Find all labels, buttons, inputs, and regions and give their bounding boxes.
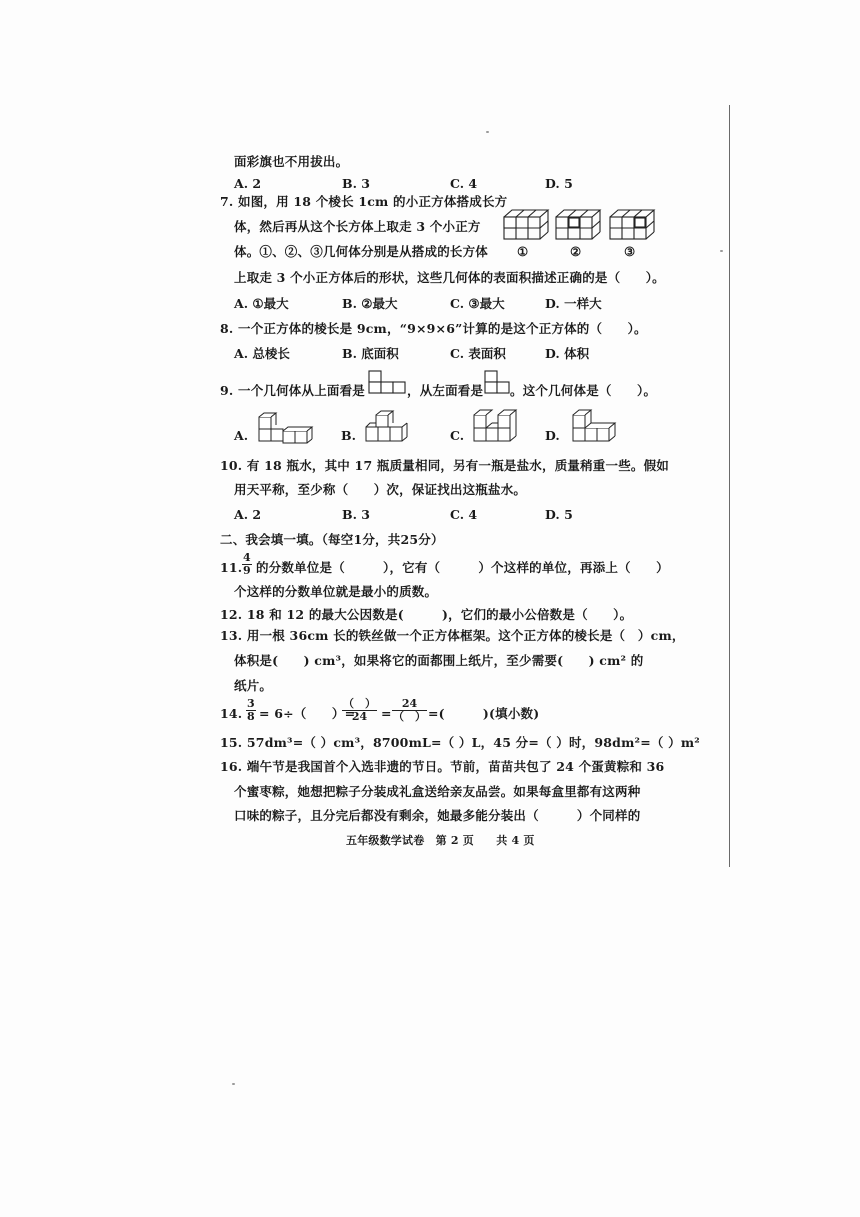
scan-edge-line [729, 105, 730, 867]
q7-option-c[interactable]: C. ③最大 [450, 296, 505, 311]
q13-line1: 13. 用一根 36cm 长的铁丝做一个正方体框架。这个正方体的棱长是（ ）cm， [220, 628, 685, 643]
q8-option-c[interactable]: C. 表面积 [450, 346, 506, 361]
q9-option-a-solid-icon[interactable] [257, 411, 315, 445]
q14-middle-1: = 6÷（ ）= [259, 706, 356, 721]
q16-line3: 口味的粽子，且分完后都没有剩余，她最多能分装出（ ）个同样的 [234, 808, 641, 823]
q7-line1: 7. 如图，用 18 个棱长 1cm 的小正方体搭成长方 [220, 194, 508, 209]
q7-figure-label-2: ② [570, 244, 582, 259]
q9-option-b-solid-icon[interactable] [364, 409, 410, 445]
q6-option-b[interactable]: B. 3 [342, 176, 370, 191]
q14-fraction-2-denominator: 24 [351, 710, 368, 723]
q11-number: 11. [220, 560, 243, 575]
q8-option-b[interactable]: B. 底面积 [342, 346, 399, 361]
scan-speck [720, 250, 723, 252]
q14-fraction-3-numerator: 24 [392, 698, 427, 711]
q8-option-a[interactable]: A. 总棱长 [234, 346, 290, 361]
q14-fraction-2 [342, 698, 377, 723]
q14-fraction-3 [392, 698, 427, 723]
q9-part2: ，从左面看是 [407, 383, 484, 398]
q14-fraction-2-numerator: （ ） [343, 697, 376, 710]
q16-line2: 个蜜枣粽，她想把粽子分装成礼盒送给亲友品尝。如果每盒里都有这两种 [234, 784, 641, 799]
q7-figure-1-cuboid [503, 207, 549, 241]
q9-option-b[interactable]: B. [341, 428, 356, 443]
q7-line2: 体，然后再从这个长方体上取走 3 个小正方 [234, 219, 481, 234]
q10-option-d[interactable]: D. 5 [545, 507, 573, 522]
q15-line: 15. 57dm³=（ ）cm³，8700mL=（ ）L，45 分=（ ）时，98dm²=（ ）m² [220, 735, 700, 750]
section-2-heading: 二、我会填一填。（每空1分，共25分） [220, 532, 444, 547]
q9-part1: 9. 一个几何体从上面看是 [220, 383, 366, 398]
q7-line4: 上取走 3 个小正方体后的形状，这些几何体的表面积描述正确的是（ ）。 [234, 270, 665, 285]
q13-line3: 纸片。 [234, 678, 273, 693]
q16-line1: 16. 端午节是我国首个入选非遗的节日。节前，苗苗共包了 24 个蛋黄粽和 36 [220, 759, 665, 774]
q7-figure-label-1: ① [517, 244, 529, 259]
q7-figure-label-3: ③ [624, 244, 636, 259]
q11-line1: 的分数单位是（ ），它有（ ）个这样的单位，再添上（ ） [256, 560, 669, 575]
q14-fraction-1-numerator: 3 [247, 697, 255, 710]
q9-option-c[interactable]: C. [450, 428, 465, 443]
scan-speck [232, 1083, 235, 1085]
q7-line3: 体。①、②、③几何体分别是从搭成的长方体 [234, 244, 489, 259]
q8-option-d[interactable]: D. 体积 [545, 346, 590, 361]
q11-fraction-denominator: 9 [243, 564, 251, 577]
q6-option-d[interactable]: D. 5 [545, 176, 573, 191]
q10-option-b[interactable]: B. 3 [342, 507, 370, 522]
q11-line2: 个这样的分数单位就是最小的质数。 [234, 584, 438, 599]
q9-option-d[interactable]: D. [545, 428, 560, 443]
q10-line1: 10. 有 18 瓶水，其中 17 瓶质量相同，另有一瓶是盐水，质量稍重一些。假如 [220, 458, 669, 473]
q10-option-a[interactable]: A. 2 [234, 507, 262, 522]
q7-option-d[interactable]: D. 一样大 [545, 296, 602, 311]
q14-fraction-1 [246, 698, 256, 723]
q14-fraction-1-denominator: 8 [247, 710, 255, 723]
q9-left-view-icon [484, 370, 510, 394]
scan-speck [486, 131, 489, 133]
q11-fraction [242, 552, 252, 577]
q11-fraction-numerator: 4 [243, 551, 251, 564]
q8-line1: 8. 一个正方体的棱长是 9cm，“9×9×6”计算的是这个正方体的（ ）。 [220, 321, 647, 336]
q7-figure-2-cuboid [555, 207, 601, 241]
q13-line2: 体积是( ) cm³，如果将它的面都围上纸片，至少需要( ) cm² 的 [234, 653, 644, 668]
q14-middle-2: = [381, 706, 392, 721]
q6-option-c[interactable]: C. 4 [450, 176, 478, 191]
q9-part3: 。这个几何体是（ ）。 [510, 383, 657, 398]
q9-option-c-solid-icon[interactable] [472, 407, 526, 445]
q12-line: 12. 18 和 12 的最大公因数是( )，它们的最小公倍数是（ ）。 [220, 607, 633, 622]
q14-number: 14. [220, 706, 243, 721]
q10-line2: 用天平称，至少称（ ）次，保证找出这瓶盐水。 [234, 482, 527, 497]
q9-option-a[interactable]: A. [234, 428, 249, 443]
page-footer: 五年级数学试卷 第 2 页 共 4 页 [346, 834, 535, 847]
q7-option-a[interactable]: A. ①最大 [234, 296, 289, 311]
q6-option-a[interactable]: A. 2 [234, 176, 262, 191]
q6-tail-text: 面彩旗也不用拔出。 [234, 154, 349, 169]
q14-fraction-3-denominator: （ ） [393, 710, 426, 723]
q9-option-d-solid-icon[interactable] [571, 407, 619, 445]
q7-figure-3-cuboid [609, 207, 655, 241]
q7-option-b[interactable]: B. ②最大 [342, 296, 398, 311]
q10-option-c[interactable]: C. 4 [450, 507, 478, 522]
q9-top-view-icon [368, 370, 406, 394]
q14-tail: =( )(填小数) [428, 706, 540, 721]
